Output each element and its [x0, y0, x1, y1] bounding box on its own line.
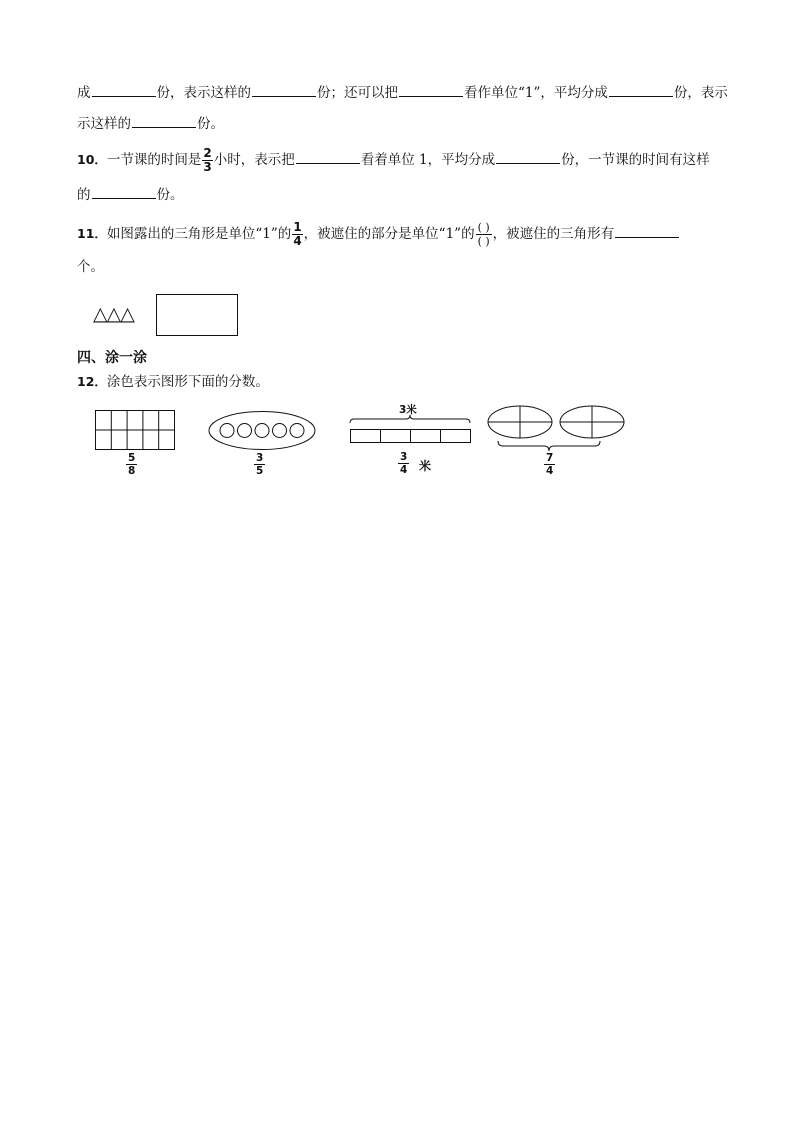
q12-text: 涂色表示图形下面的分数。 — [106, 374, 269, 390]
q9-text: 份。 — [197, 116, 224, 132]
q9-line2 — [77, 113, 224, 134]
unit-label: 米 — [419, 459, 432, 473]
q10-text: 份，一节课的时间有这样 — [561, 152, 710, 168]
question-number: 12． — [77, 374, 107, 389]
q10-text: 的 — [77, 187, 91, 203]
fraction — [292, 221, 302, 248]
answer-blank[interactable] — [609, 82, 673, 97]
denominator: 4 — [293, 234, 302, 248]
grid-figure[interactable] — [95, 410, 177, 452]
q9-text: 成 — [77, 85, 91, 101]
q9-text: 示这样的 — [77, 116, 131, 132]
denominator: 5 — [256, 465, 264, 477]
numerator: 5 — [128, 452, 136, 464]
q10-line2 — [77, 184, 184, 205]
q11-text: 如图露出的三角形是单位“1”的 — [106, 226, 292, 242]
q9-text: 份，表示这样的 — [156, 85, 251, 101]
numerator: 1 — [293, 220, 302, 234]
answer-blank[interactable] — [92, 82, 156, 97]
q11-text: ，被遮住的三角形有 — [492, 226, 615, 242]
q9-text: 看作单位“1”，平均分成 — [464, 85, 608, 101]
q11-line2 — [77, 257, 104, 277]
q10-text: 一节课的时间是 — [106, 152, 202, 168]
fraction-label — [126, 453, 137, 477]
q9-text: 份，表示 — [673, 85, 728, 101]
bar-figure[interactable] — [348, 413, 474, 445]
q12-line — [77, 372, 269, 392]
q10-text: 看着单位 1，平均分成 — [360, 152, 496, 168]
denominator: 4 — [546, 465, 554, 477]
length-label: 3米 — [399, 404, 417, 416]
answer-blank[interactable] — [496, 149, 560, 164]
q10-text: 份。 — [156, 187, 184, 203]
q10-text: 小时，表示把 — [213, 152, 295, 168]
numerator-blank[interactable]: ( ) — [477, 221, 490, 234]
denominator-blank[interactable]: ( ) — [477, 235, 490, 248]
q10-line1 — [77, 147, 710, 174]
answer-blank[interactable] — [132, 113, 196, 128]
numerator: 7 — [546, 452, 554, 464]
section-heading: 四、涂一涂 — [77, 350, 147, 366]
fraction-label — [544, 453, 555, 477]
denominator: 4 — [400, 464, 408, 476]
triangles: △△△ — [93, 303, 134, 325]
answer-blank[interactable] — [92, 184, 156, 199]
answer-blank[interactable] — [252, 82, 316, 97]
q9-text: 份；还可以把 — [317, 85, 398, 101]
numerator: 3 — [256, 452, 264, 464]
covering-rectangle — [156, 294, 238, 336]
fraction — [202, 147, 212, 174]
answer-blank[interactable] — [399, 82, 463, 97]
denominator: 3 — [203, 160, 212, 174]
answer-blank[interactable] — [615, 223, 679, 238]
question-number: 11． — [77, 226, 107, 241]
fraction-label — [398, 452, 409, 476]
question-number: 10． — [77, 152, 107, 167]
answer-blank[interactable] — [296, 149, 360, 164]
two-ellipses-figure[interactable] — [486, 403, 626, 465]
answer-fraction[interactable] — [476, 221, 492, 248]
q9-line1 — [77, 82, 728, 103]
q11-text: ，被遮住的部分是单位“1”的 — [303, 226, 475, 242]
q11-line1 — [77, 221, 680, 248]
ellipse-circles-figure[interactable] — [207, 410, 319, 452]
q11-text: 个。 — [77, 259, 104, 275]
denominator: 8 — [128, 465, 136, 477]
numerator: 3 — [400, 451, 408, 463]
numerator: 2 — [203, 146, 212, 160]
fraction-label — [254, 453, 265, 477]
